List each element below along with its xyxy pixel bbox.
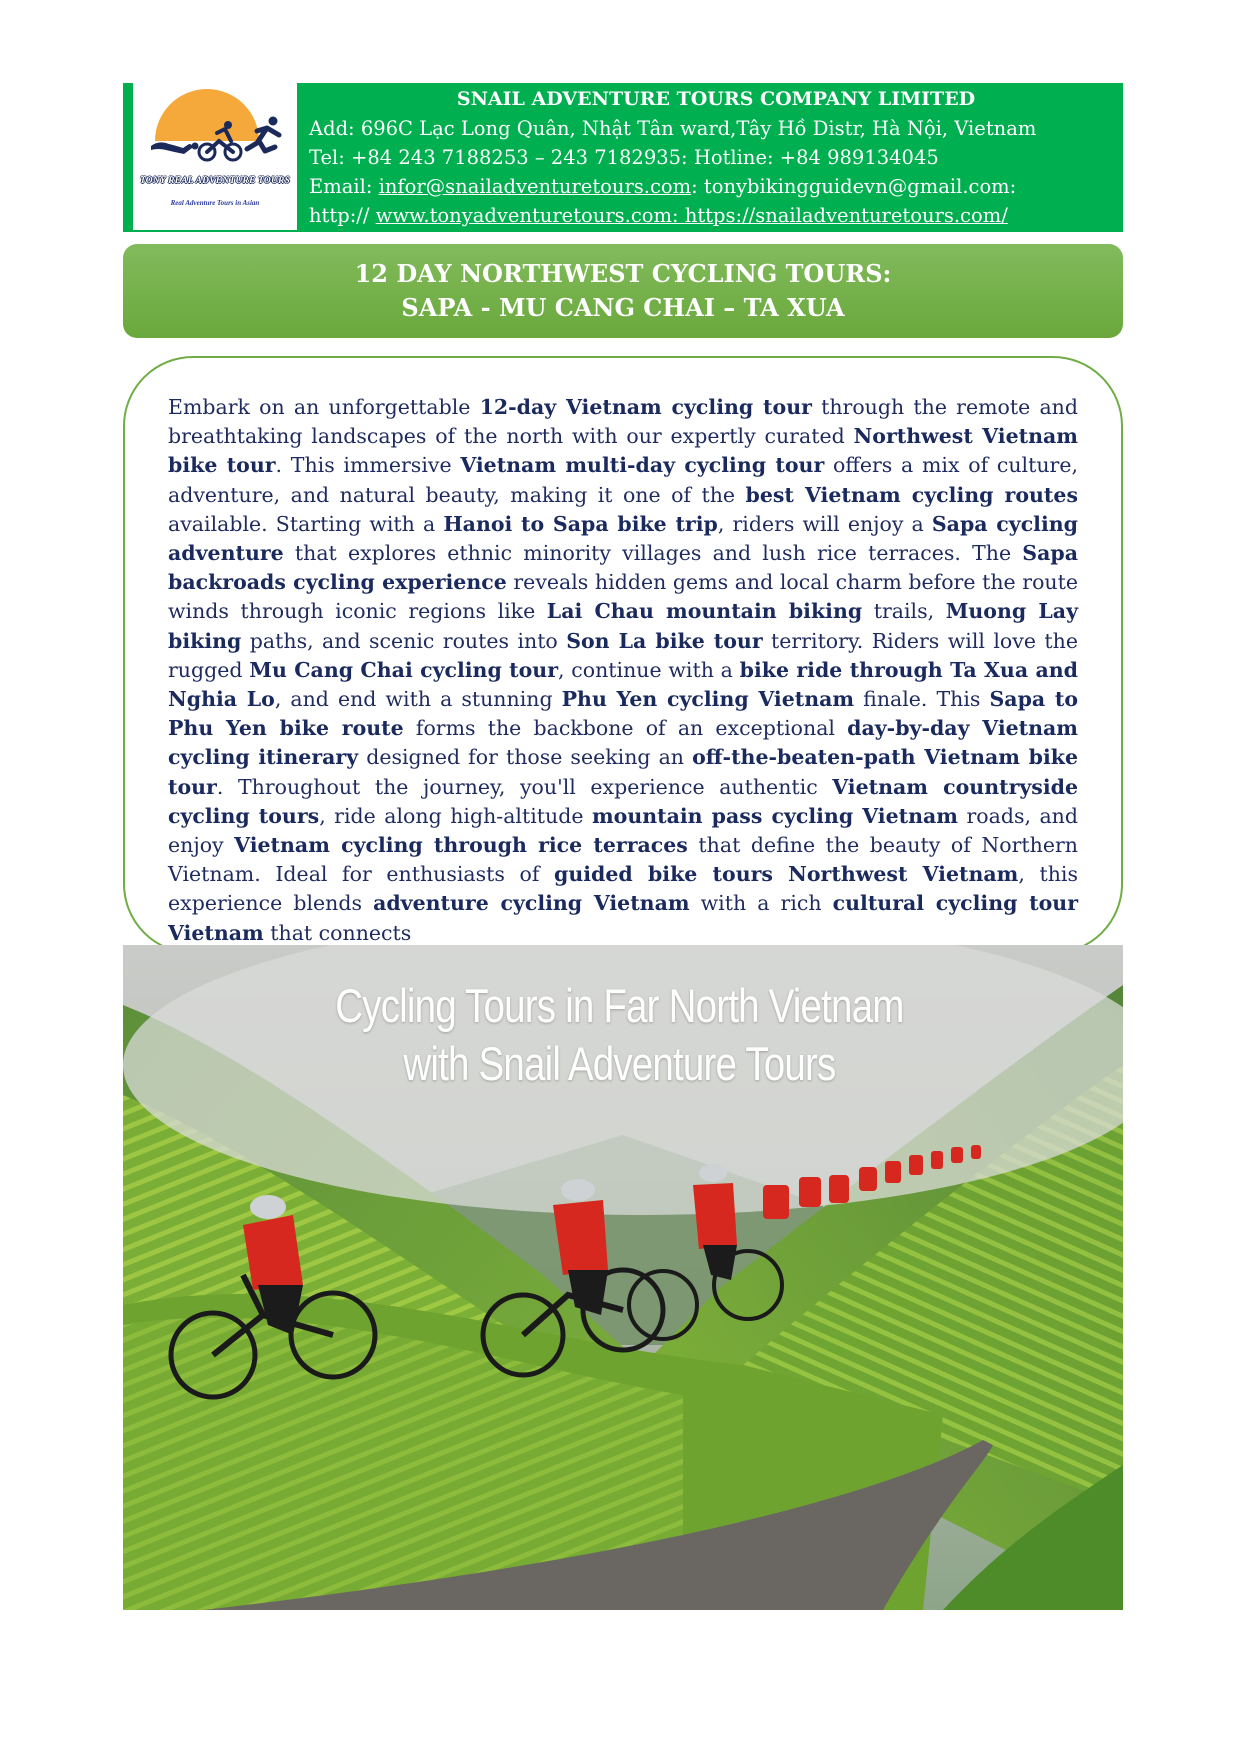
tour-title-line1: 12 DAY NORTHWEST CYCLING TOURS:	[354, 259, 892, 288]
email-secondary: : tonybikingguidevn@gmail.com:	[691, 175, 1017, 198]
intro-text: . This immersive	[275, 453, 461, 478]
intro-text: , continue with a	[558, 657, 740, 682]
website-link-snail[interactable]: https://snailadventuretours.com/	[684, 204, 1008, 227]
company-website-line	[309, 201, 1123, 230]
company-email-line	[309, 172, 1123, 201]
keyword-bold: Lai Chau mountain biking	[546, 599, 863, 624]
company-name: SNAIL ADVENTURE TOURS COMPANY LIMITED	[456, 88, 976, 110]
intro-text: reveals hidden gems and local charm before the route winds through iconic regions like	[168, 570, 1078, 624]
keyword-bold: Vietnam multi-day cycling tour	[460, 453, 825, 478]
intro-paragraph	[168, 393, 1078, 948]
email-label: Email:	[309, 175, 379, 198]
intro-text: , ride along high-altitude	[319, 803, 592, 828]
intro-text: designed for those seeking an	[358, 745, 693, 770]
intro-text: Embark on an unforgettable	[168, 395, 480, 419]
keyword-bold: cultural cycling tour Vietnam	[168, 891, 1078, 945]
intro-text: . Throughout the journey, you'll experience authentic	[216, 774, 833, 799]
photo-caption	[209, 977, 1029, 1093]
keyword-bold: Sapa to Phu Yen bike route	[168, 687, 1079, 741]
keyword-bold: off-the-beaten-path Vietnam bike tour	[168, 745, 1079, 799]
keyword-bold: mountain pass cycling Vietnam	[591, 803, 958, 828]
website-link-tony[interactable]: www.tonyadventuretours.com:	[375, 204, 685, 227]
intro-text: that connects	[263, 920, 412, 945]
intro-text: that explores ethnic minority villages and lush rice terraces. The	[283, 541, 1023, 566]
keyword-bold: adventure cycling Vietnam	[373, 891, 690, 916]
intro-text: , this experience blends	[168, 862, 1078, 916]
keyword-bold: Sapa cycling adventure	[168, 511, 1078, 566]
intro-text: roads, and enjoy	[168, 803, 1079, 858]
keyword-bold: Sapa backroads cycling experience	[168, 541, 1078, 595]
keyword-bold: Muong Lay biking	[168, 599, 1078, 653]
intro-text: offers a mix of culture, adventure, and natural beauty, making it one of the	[168, 453, 1078, 507]
logo-title: TONY REAL ADVENTURE TOURS	[139, 176, 291, 186]
keyword-bold: Son La bike tour	[566, 628, 763, 653]
intro-text: through the remote and breathtaking landscapes of the north with our expertly curated	[168, 395, 1078, 449]
contact-info	[297, 83, 1123, 232]
keyword-bold: Mu Cang Chai cycling tour	[249, 657, 558, 682]
keyword-bold: Phu Yen cycling Vietnam	[561, 687, 855, 712]
keyword-bold: guided bike tours Northwest Vietnam	[554, 862, 1019, 887]
intro-text: with a rich	[689, 891, 833, 916]
keyword-bold: best Vietnam cycling routes	[745, 482, 1078, 507]
web-prefix: http://	[309, 204, 376, 227]
triathlon-swim-bike-run-icon	[133, 83, 297, 232]
tour-title-banner	[123, 244, 1123, 338]
photo-caption-line2: with Snail Adventure Tours	[403, 1037, 836, 1090]
keyword-bold: Hanoi to Sapa bike trip	[443, 511, 718, 536]
intro-text: available. Starting with a	[168, 511, 444, 536]
intro-text: paths, and scenic routes into	[241, 628, 567, 653]
intro-text: territory. Riders will love the rugged	[168, 628, 1078, 682]
company-phone: Tel: +84 243 7188253 – 243 7182935: Hotline: +84 989134045	[309, 146, 939, 169]
keyword-bold: day-by-day Vietnam cycling itinerary	[168, 716, 1078, 770]
company-header	[123, 83, 1123, 232]
email-primary-link[interactable]: infor@snailadventuretours.com	[378, 175, 692, 198]
company-logo	[133, 83, 297, 232]
company-address: Add: 696C Lạc Long Quân, Nhật Tân ward,Tây Hồ Distr, Hà Nội, Vietnam	[309, 117, 1037, 140]
intro-text: , and end with a stunning	[274, 687, 562, 712]
intro-text: forms the backbone of an exceptional	[403, 716, 848, 741]
intro-text: finale. This	[854, 687, 990, 712]
intro-text: , riders will enjoy a	[717, 511, 932, 536]
keyword-bold: Vietnam countryside cycling tours	[168, 774, 1078, 828]
keyword-bold: 12-day Vietnam cycling tour	[479, 395, 812, 419]
tour-title-line2: SAPA - MU CANG CHAI – TA XUA	[401, 293, 845, 322]
intro-text: trails,	[862, 599, 946, 624]
intro-text: that define the beauty of Northern Vietnam. Ideal for enthusiasts of	[168, 833, 1078, 887]
keyword-bold: Vietnam cycling through rice terraces	[234, 833, 688, 858]
hero-photo	[123, 945, 1123, 1610]
keyword-bold: Northwest Vietnam bike tour	[168, 424, 1078, 478]
keyword-bold: bike ride through Ta Xua and Nghia Lo	[168, 657, 1078, 712]
photo-caption-line1: Cycling Tours in Far North Vietnam	[335, 979, 904, 1032]
logo-subtitle: Real Adventure Tours in Asian	[170, 199, 260, 207]
